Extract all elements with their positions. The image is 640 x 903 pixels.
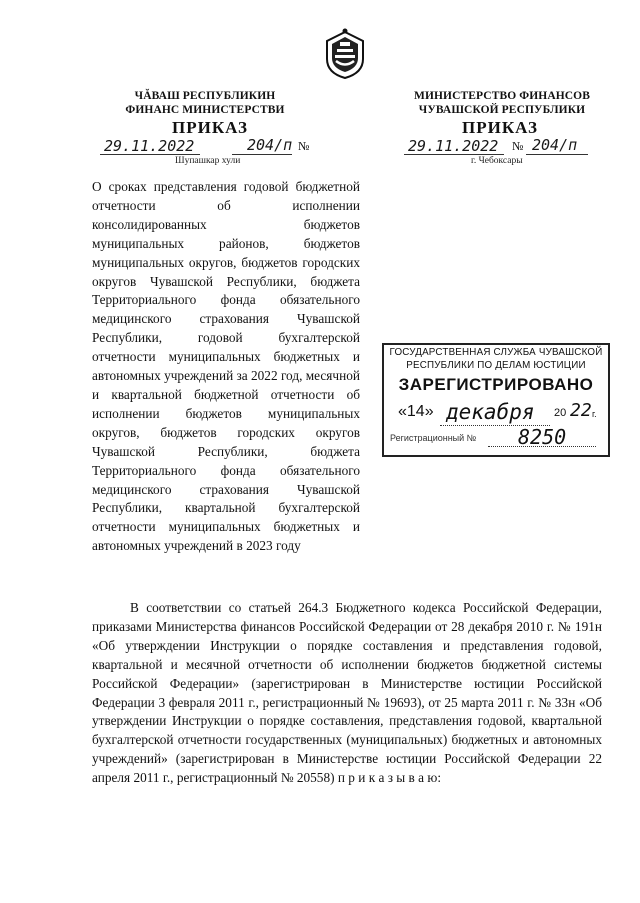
order-number-right: 204/п: [532, 136, 578, 154]
order-place-right: г. Чебоксары: [471, 156, 523, 166]
order-title-left: ПРИКАЗ: [172, 118, 248, 137]
header-left-line1: ЧĂВАШ РЕСПУБЛИКИН: [134, 90, 276, 102]
stamp-line1: ГОСУДАРСТВЕННАЯ СЛУЖБА ЧУВАШСКОЙ: [389, 347, 603, 358]
order-subject: О сроках представления годовой бюджетной отчетности об исполнении консолидированных бюджетов муниципальных районов, бюджетов муниципальных округов, бюджетов городских округов Чувашской Республики, бюджета Территориального фонда обязательного медицинского страхования Чувашской Республики, годовой бухгалтерской отчетности муниципальных бюджетных и автономных учреждений за 2022 год, месячной и квартальной бюджетной отчетности об исполнении бюджетов муниципальных округов, бюджетов городских округов Чувашской Республики, бюджета Территориального фонда обязательного медицинского страхования Чувашской Республики, квартальной бухгалтерской отчетности муниципальных бюджетных и автономных учреждений в 2023 году: [92, 179, 360, 554]
order-date-right: 29.11.2022: [408, 137, 499, 155]
header-right-line2: ЧУВАШСКОЙ РЕСПУБЛИКИ: [418, 104, 586, 116]
stamp-line2: РЕСПУБЛИКИ ПО ДЕЛАМ ЮСТИЦИИ: [406, 360, 586, 371]
body-paragraph-text: В соответствии со статьей 264.3 Бюджетного кодекса Российской Федерации, приказами Министерства финансов Российской Федерации от 28 декабря 2010 г. № 191н «Об утверждении Инструкции о порядке составления и представления годовой, квартальной и месячной отчетности об исполнении бюджетов бюджетной системы Российской Федерации» (зарегистрирован в Министерстве юстиции Российской Федерации 3 февраля 2011 г., регистрационный № 19693), от 25 марта 2011 г. № 33н «Об утверждении Инструкции о порядке составления, представления годовой, квартальной бухгалтерской отчетности государственных (муниципальных) бюджетных и автономных учреждений» (зарегистрирован в Министерстве юстиции Российской Федерации 22 апреля 2011 г., регистрационный № 20558): [92, 600, 602, 786]
order-date-right-underline: [404, 154, 504, 155]
body-paragraph: [92, 599, 602, 788]
stamp-month: декабря: [446, 400, 535, 424]
order-no-sign-right: №: [512, 139, 524, 153]
stamp-regno: 8250: [518, 425, 567, 449]
ministry-header-chuvash: [110, 89, 300, 117]
order-date-left-underline: [100, 154, 200, 155]
order-title-right: ПРИКАЗ: [462, 118, 538, 137]
header-right-line1: МИНИСТЕРСТВО ФИНАНСОВ: [413, 90, 590, 102]
order-number-right-underline: [526, 154, 588, 155]
stamp-regno-label: Регистрационный №: [390, 433, 477, 443]
order-number-left: 204/п: [247, 136, 293, 154]
stamp-year-suffix: 22: [570, 400, 592, 421]
body-ending: п р и к а з ы в а ю:: [337, 770, 442, 786]
ministry-header-russian: [402, 89, 602, 117]
registration-stamp: [382, 343, 610, 457]
order-number-left-underline: [232, 154, 292, 155]
chuvash-emblem-icon: [322, 28, 368, 80]
stamp-registered: ЗАРЕГИСТРИРОВАНО: [398, 375, 594, 394]
stamp-authority: [384, 346, 608, 372]
order-date-left: 29.11.2022: [104, 137, 195, 155]
stamp-day: «14»: [398, 403, 434, 420]
header-left-line2: ФИНАНС МИНИСТЕРСТВИ: [125, 104, 285, 116]
stamp-year-prefix: 20: [554, 407, 567, 419]
order-body: [92, 599, 602, 788]
order-place-left: Шупашкар хули: [175, 156, 241, 166]
stamp-year-g: г.: [592, 409, 597, 419]
order-no-sign-left: №: [298, 139, 310, 153]
